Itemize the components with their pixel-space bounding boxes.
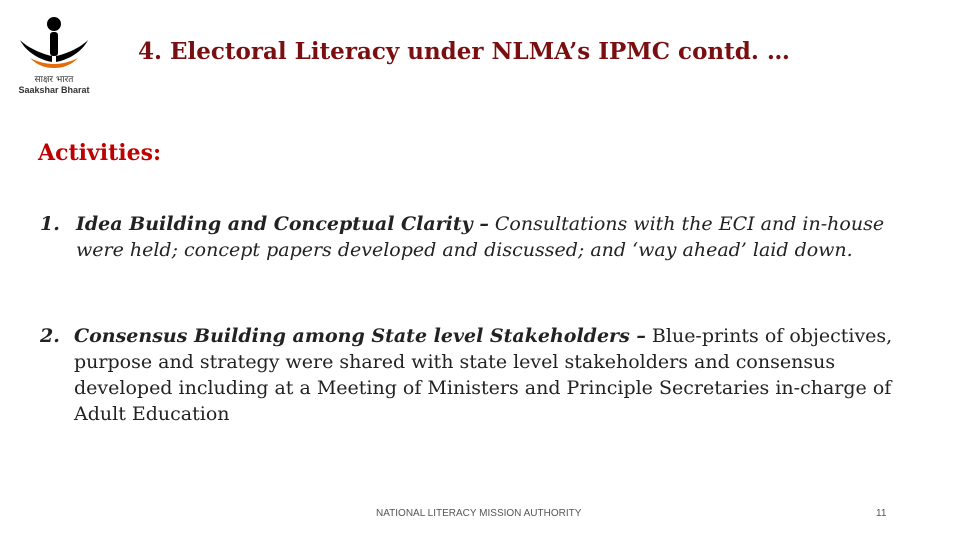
activity-item-1-text: Consultations with the ECI and in-house were held; concept papers developed and discussed; and ‘way ahead’ laid down. xyxy=(76,213,885,261)
saakshar-bharat-logo xyxy=(16,14,92,100)
activity-item-1 xyxy=(40,211,920,263)
slide-title: 4. Electoral Literacy under NLMA’s IPMC contd. … xyxy=(138,38,790,65)
activity-item-1-lead: Idea Building and Conceptual Clarity – xyxy=(76,213,489,235)
activity-item-2 xyxy=(40,323,920,427)
footer-organization: NATIONAL LITERACY MISSION AUTHORITY xyxy=(376,508,582,519)
activity-item-2-text: Blue-prints of objectives, purpose and strategy were shared with state level stakeholders and consensus developed including at a Meeting of Ministers and Principle Secretaries in-charge of Adult Education xyxy=(74,325,893,425)
activity-item-2-number: 2. xyxy=(40,325,60,347)
logo-emblem-icon xyxy=(16,14,92,70)
activities-heading: Activities: xyxy=(38,140,162,166)
logo-english-text: Saakshar Bharat xyxy=(18,85,90,95)
logo-devanagari-text: साक्षर भारत xyxy=(34,75,74,85)
page-number: 11 xyxy=(876,508,887,519)
activity-item-2-lead: Consensus Building among State level Stakeholders – xyxy=(74,325,646,347)
activity-item-1-number: 1. xyxy=(40,213,60,235)
